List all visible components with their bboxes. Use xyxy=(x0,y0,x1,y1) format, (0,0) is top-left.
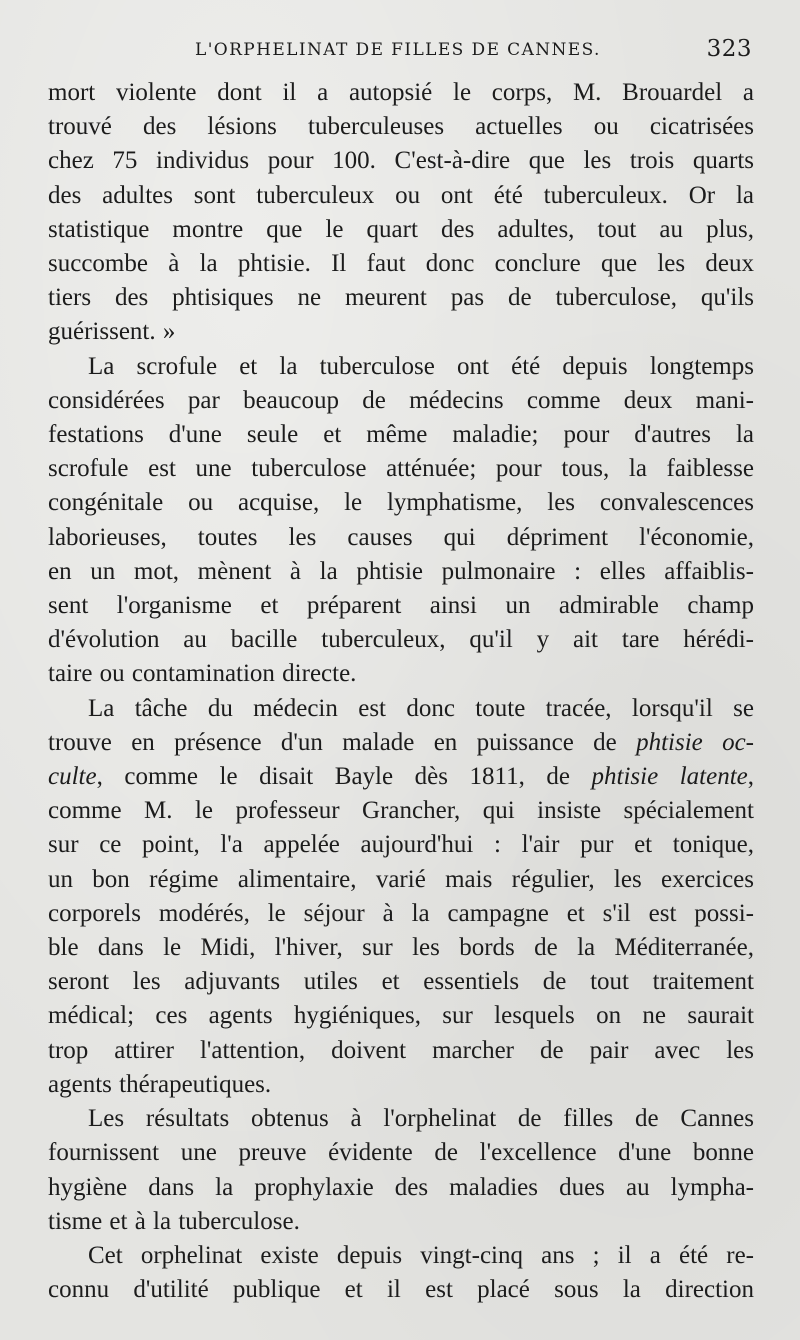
text-line: succombe à la phtisie. Il faut donc conclure que les deux xyxy=(48,250,754,278)
text-line: sur ce point, l'a appelée aujourd'hui : l'air pur et tonique, xyxy=(48,831,754,859)
text-line: trop attirer l'attention, doivent marcher de pair avec les xyxy=(48,1036,754,1064)
page-header xyxy=(0,32,800,68)
text-line: tisme et à la tuberculose. xyxy=(48,1207,300,1235)
text-line: ble dans le Midi, l'hiver, sur les bords de la Méditerranée, xyxy=(48,934,754,962)
paragraph-1 xyxy=(48,76,754,350)
text-line: Cet orphelinat existe depuis vingt-cinq ans ; il a été re- xyxy=(88,1241,754,1269)
text-line: des adultes sont tuberculeux ou ont été tuberculeux. Or la xyxy=(48,181,754,209)
paragraph-5 xyxy=(48,1239,754,1307)
text-line: laborieuses, toutes les causes qui dépriment l'économie, xyxy=(48,523,754,551)
running-title: L'ORPHELINAT DE FILLES DE CANNES. xyxy=(195,40,601,60)
text-line: connu d'utilité publique et il est placé sous la direction xyxy=(48,1276,754,1304)
text-line: d'évolution au bacille tuberculeux, qu'il y ait tare hérédi- xyxy=(48,626,754,654)
text-line: statistique montre que le quart des adultes, tout au plus, xyxy=(48,215,754,243)
text-line: fournissent une preuve évidente de l'excellence d'une bonne xyxy=(48,1139,754,1167)
text-line: considérées par beaucoup de médecins comme deux mani- xyxy=(48,386,754,414)
text-line: scrofule est une tuberculose atténuée; pour tous, la faiblesse xyxy=(48,455,754,483)
text-line: comme M. le professeur Grancher, qui insiste spécialement xyxy=(48,797,754,825)
paragraph-4 xyxy=(48,1102,754,1239)
text-line: chez 75 individus pour 100. C'est-à-dire que les trois quarts xyxy=(48,147,754,175)
text-line: sent l'organisme et préparent ainsi un admirable champ xyxy=(48,592,754,620)
text-line: Les résultats obtenus à l'orphelinat de filles de Cannes xyxy=(88,1105,754,1133)
text-line: festations d'une seule et même maladie; pour d'autres la xyxy=(48,421,754,449)
body-text xyxy=(48,76,754,1307)
text-line: guérissent. » xyxy=(48,318,176,346)
text-line: hygiène dans la prophylaxie des maladies dues au lympha- xyxy=(48,1173,754,1201)
text-line: tiers des phtisiques ne meurent pas de tuberculose, qu'ils xyxy=(48,284,754,312)
text-line: trouve en présence d'un malade en puissance de phtisie oc- xyxy=(48,728,754,756)
text-line: trouvé des lésions tuberculeuses actuelles ou cicatrisées xyxy=(48,113,754,141)
text-line: congénitale ou acquise, le lymphatisme, les convalescences xyxy=(48,489,754,517)
text-line: un bon régime alimentaire, varié mais régulier, les exercices xyxy=(48,865,754,893)
italic-term: phtisie latente xyxy=(591,763,748,791)
text-line: corporels modérés, le séjour à la campagne et s'il est possi- xyxy=(48,899,754,927)
text-line: La tâche du médecin est donc toute tracée, lorsqu'il se xyxy=(88,694,754,722)
paragraph-3 xyxy=(48,692,754,1102)
text-line: mort violente dont il a autopsié le corps, M. Brouardel a xyxy=(48,79,754,106)
text-line: culte, comme le disait Bayle dès 1811, de phtisie latente, xyxy=(48,763,754,791)
page-number: 323 xyxy=(706,36,752,62)
text-line: en un mot, mènent à la phtisie pulmonaire : elles affaiblis- xyxy=(48,557,754,585)
text-line: médical; ces agents hygiéniques, sur lesquels on ne saurait xyxy=(48,1002,754,1030)
text-line: La scrofule et la tuberculose ont été depuis longtemps xyxy=(88,352,754,380)
italic-term: phtisie oc- xyxy=(636,728,754,756)
text-line: taire ou contamination directe. xyxy=(48,660,357,688)
italic-term: culte xyxy=(48,763,97,791)
text-line: agents thérapeutiques. xyxy=(48,1070,272,1098)
text-line: seront les adjuvants utiles et essentiels de tout traitement xyxy=(48,968,754,996)
paragraph-2 xyxy=(48,350,754,692)
